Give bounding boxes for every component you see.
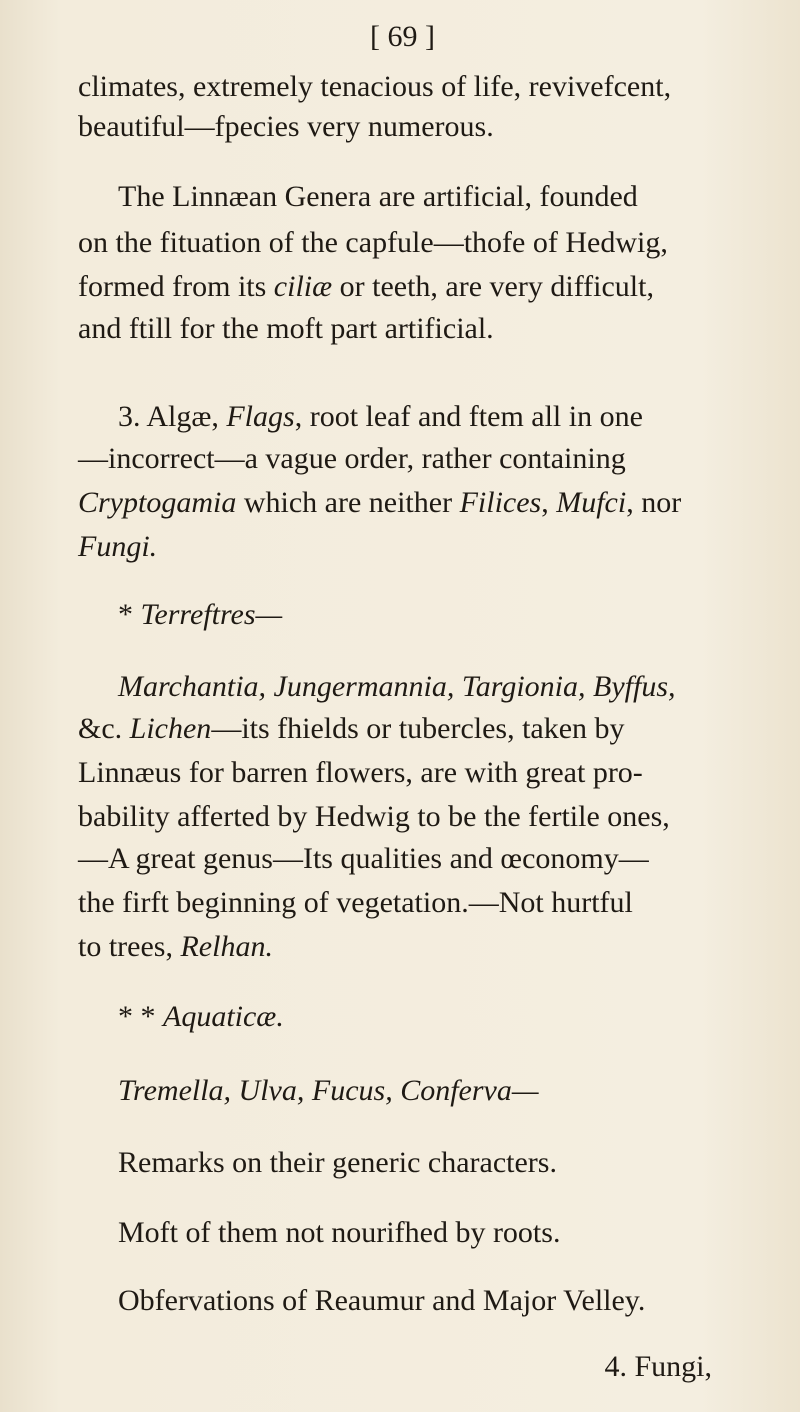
text-line: and ftill for the moft part artificial.: [78, 312, 494, 345]
text-line: Moft of them not nourifhed by roots.: [118, 1216, 561, 1249]
text-line: on the fituation of the capfule—thofe of Hedwig,: [78, 226, 668, 259]
text-line: The Linnæan Genera are artificial, founded: [118, 180, 638, 213]
page-number: [ 69 ]: [370, 20, 435, 53]
text-line: the firft beginning of vegetation.—Not hurtful: [78, 886, 633, 919]
text-line: bability afferted by Hedwig to be the fertile ones,: [78, 800, 670, 833]
text-line: formed from its ciliæ or teeth, are very difficult,: [78, 270, 654, 303]
text-line: Obfervations of Reaumur and Major Velley.: [118, 1284, 646, 1317]
text-line: to trees, Relhan.: [78, 930, 273, 963]
text-line: Fungi.: [78, 530, 158, 563]
text-line: 3. Algæ, Flags, root leaf and ftem all in one: [118, 400, 643, 433]
text-line: * * Aquaticæ.: [118, 1000, 284, 1033]
catchword: 4. Fungi,: [604, 1350, 712, 1383]
text-line: beautiful—fpecies very numerous.: [78, 110, 494, 143]
text-line: —incorrect—a vague order, rather containing: [78, 442, 626, 475]
text-line: —A great genus—Its qualities and œconomy—: [78, 842, 649, 875]
text-line: Marchantia, Jungermannia, Targionia, Byffus,: [118, 670, 676, 703]
text-line: Remarks on their generic characters.: [118, 1146, 557, 1179]
text-line: &c. Lichen—its fhields or tubercles, taken by: [78, 712, 625, 745]
text-line: * Terreftres—: [118, 598, 283, 631]
text-line: Cryptogamia which are neither Filices, Mufci, nor: [78, 486, 682, 519]
text-line: climates, extremely tenacious of life, revivefcent,: [78, 70, 672, 103]
text-line: Linnæus for barren flowers, are with great pro-: [78, 756, 643, 789]
text-line: Tremella, Ulva, Fucus, Conferva—: [118, 1074, 539, 1107]
